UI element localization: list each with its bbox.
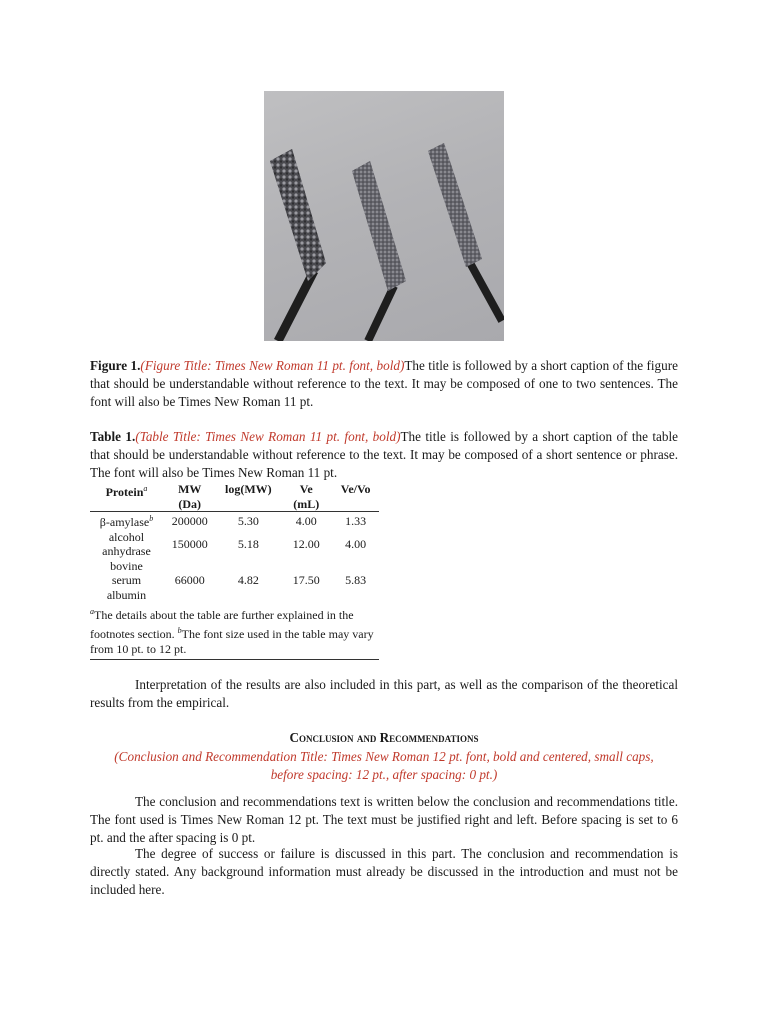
cell-mw: 200000	[171, 513, 208, 528]
table-row	[90, 530, 379, 559]
rod-shaft-3	[469, 261, 502, 321]
rod-head-2	[352, 161, 406, 291]
header-protein: Protein$^a$	[90, 482, 163, 512]
figure-label: Figure 1.	[90, 358, 141, 373]
cell-vevo: 1.33	[345, 513, 367, 528]
header-vevo: Ve/Vo	[332, 482, 379, 512]
cell-ve: 4.00	[295, 513, 317, 528]
cell-logmw: 5.18	[237, 536, 259, 551]
header-logmw: log(MW)	[217, 482, 281, 512]
rod-shaft-1	[278, 271, 314, 341]
cell-protein: β-amylase$^b$	[99, 514, 154, 529]
cell-logmw: 5.30	[237, 513, 259, 528]
table-header-row	[90, 482, 379, 512]
figure-photo	[264, 91, 504, 341]
section-title: Conclusion and Recommendations	[289, 730, 479, 745]
conclusion-paragraph-2: The degree of success or failure is discussed in this part. The conclusion and recommendation is directly stated. Any background information must already be discussed in the introduction and must not be included here.	[90, 846, 678, 897]
interpretation-paragraph: Interpretation of the results are also included in this part, as well as the comparison of the theoretical results from the empirical.	[90, 677, 678, 710]
conclusion-paragraph-1: The conclusion and recommendations text is written below the conclusion and recommendations title. The font used is Times New Roman 12 pt. The text must be justified right and left. Before spacing is set to 6 pt. and the after spacing is 0 pt.	[90, 794, 678, 845]
protein-table	[90, 482, 379, 660]
rod-head-1	[270, 149, 326, 281]
rod-shaft-2	[368, 286, 394, 341]
table-footnote-row	[90, 602, 379, 660]
table-title-note: (Table Title: Times New Roman 11 pt. font, bold)	[135, 429, 401, 444]
cell-mw: 66000	[174, 573, 205, 587]
cell-protein: alcohol anhydrase	[102, 529, 151, 558]
header-mw: MW (Da)	[163, 482, 217, 512]
probe-rods-image	[264, 91, 504, 341]
section-title-note: (Conclusion and Recommendation Title: Times New Roman 12 pt. font, bold and centered, small caps, before spacing: 12 pt., after spacing: 0 pt.)	[114, 749, 654, 782]
cell-vevo: 4.00	[345, 536, 367, 551]
table-row	[90, 512, 379, 530]
cell-logmw: 4.82	[237, 573, 259, 587]
cell-ve: 12.00	[292, 536, 320, 551]
figure-caption-text: The title is followed by a short caption of the figure that should be understandable without reference to the text. It may be composed of one to two sentences. The font will also be Times New Roman 11 pt.	[90, 358, 678, 409]
figure-title-note: (Figure Title: Times New Roman 11 pt. font, bold)	[140, 358, 405, 373]
header-ve: Ve (mL)	[280, 482, 332, 512]
table-row	[90, 559, 379, 603]
table-caption	[90, 428, 678, 482]
table-caption-text: The title is followed by a short caption of the table that should be understandable without reference to the text. It may be composed of a short sentence or phrase. The font will also be Times New Roman 11 pt.	[90, 429, 679, 480]
rod-head-3	[428, 143, 482, 267]
cell-vevo: 5.83	[345, 573, 367, 587]
figure-caption	[90, 357, 678, 411]
cell-mw: 150000	[171, 536, 208, 551]
table-footnotes: $^a$The details about the table are further explained in the footnotes section. $^b$The font size used in the table may vary from 10 pt. to 12 pt.	[90, 602, 379, 660]
table-label: Table 1.	[90, 429, 136, 444]
cell-ve: 17.50	[292, 573, 320, 587]
cell-protein: bovine serum albumin	[106, 558, 147, 602]
